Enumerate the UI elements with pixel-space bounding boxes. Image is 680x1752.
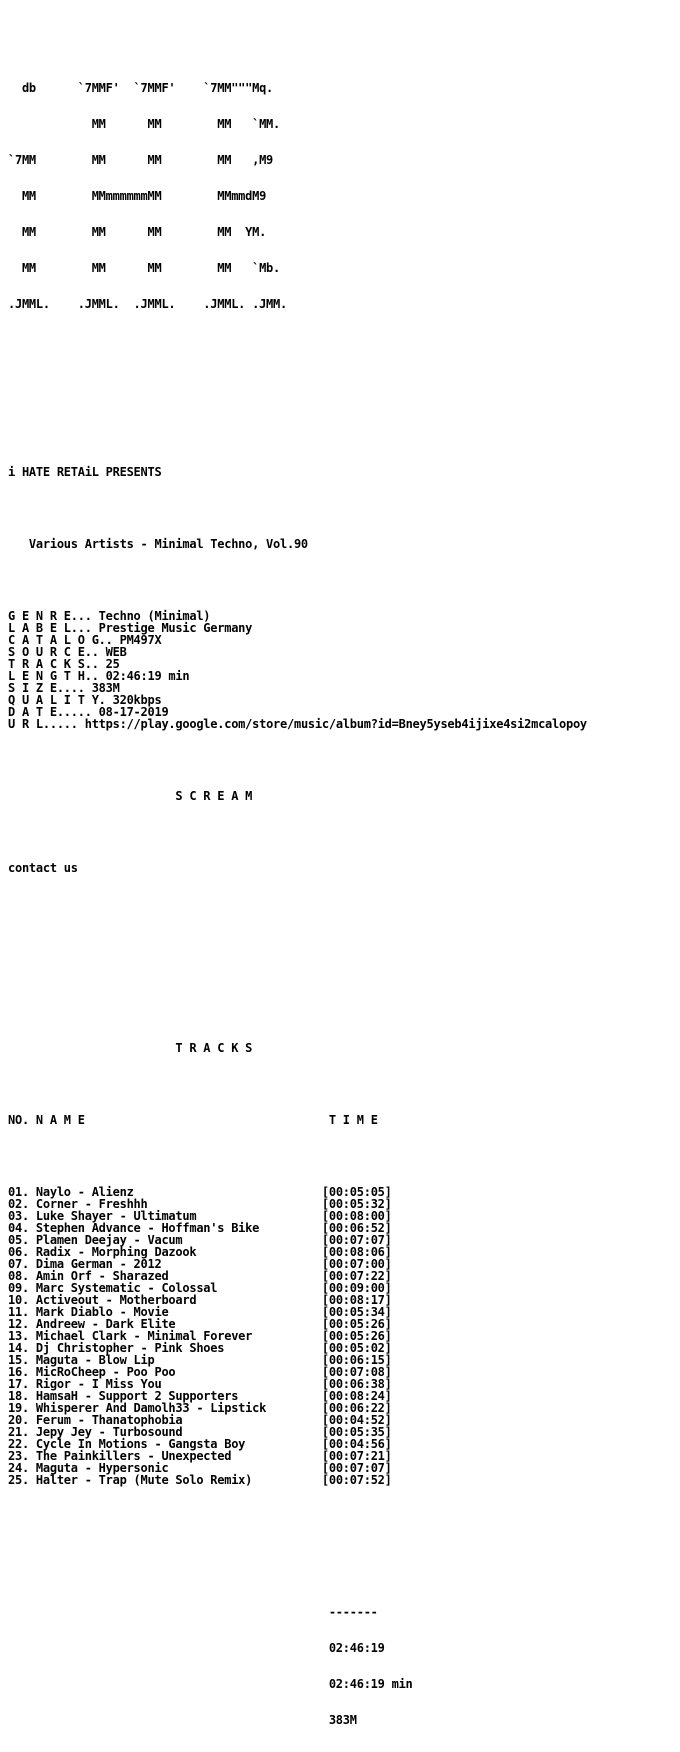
track-time: [00:05:32] [321,1197,392,1211]
track-name: Luke Shayer - Ultimatum [35,1209,322,1223]
track-time: [00:05:05] [321,1185,392,1199]
info-value: https://play.google.com/store/music/album?id=Bney5yseb4ijixe4si2mcalopoy [84,717,587,731]
track-number: 25. [8,1473,36,1487]
track-name: Corner - Freshhh [35,1197,322,1211]
info-value: Prestige Music Germany [98,621,253,635]
track-number: 19. [8,1401,36,1415]
track-name: Michael Clark - Minimal Forever [35,1329,322,1343]
track-name: Dj Christopher - Pink Shoes [35,1341,322,1355]
track-name: Whisperer And Damolh33 - Lipstick [35,1401,322,1415]
track-number: 09. [8,1281,36,1295]
track-number: 03. [8,1209,36,1223]
totals [8,1582,587,1750]
track-time: [00:04:52] [321,1413,392,1427]
track-number: 23. [8,1449,36,1463]
track-number: 12. [8,1317,36,1331]
info-value: 25 [105,657,120,671]
track-number: 06. [8,1245,36,1259]
track-time: [00:05:26] [321,1329,392,1343]
track-number: 10. [8,1293,36,1307]
track-name: Dima German - 2012 [35,1257,322,1271]
track-number: 24. [8,1461,36,1475]
track-number: 14. [8,1341,36,1355]
info-label: U R L..... [8,717,85,731]
track-name: Naylo - Alienz [35,1185,322,1199]
track-name: The Painkillers - Unexpected [35,1449,322,1463]
track-name: Maguta - Hypersonic [35,1461,322,1475]
info-value: 02:46:19 min [105,669,190,683]
track-name: Mark Diablo - Movie [35,1305,322,1319]
table-header [8,1114,587,1126]
track-time: [00:06:52] [321,1221,392,1235]
track-time: [00:06:15] [321,1353,392,1367]
logo-line: MM MM MM MM YM. [8,225,267,239]
info-label: L E N G T H.. [8,669,106,683]
track-time: [00:05:26] [321,1317,392,1331]
track-name: Maguta - Blow Lip [35,1353,322,1367]
logo-line: MM MM MM `MM. [8,117,281,131]
track-time: [00:05:35] [321,1425,392,1439]
track-time: [00:08:06] [321,1245,392,1259]
track-time: [00:08:00] [321,1209,392,1223]
track-time: [00:08:24] [321,1389,392,1403]
track-name: Amin Orf - Sharazed [35,1269,322,1283]
track-number: 16. [8,1365,36,1379]
track-time: [00:07:07] [321,1233,392,1247]
presents-line: i HATE RETAiL PRESENTS [8,465,162,479]
track-time: [00:07:08] [321,1365,392,1379]
release-info [8,610,587,730]
track-number: 17. [8,1377,36,1391]
track-time: [00:08:17] [321,1293,392,1307]
info-label: S O U R C E.. [8,645,106,659]
nfo-document [8,34,587,1752]
track-number: 02. [8,1197,36,1211]
header-time: T I M E [328,1113,378,1127]
totals-separator: ------- [8,1605,378,1619]
track-time: [00:07:00] [321,1257,392,1271]
logo-line: MM MM MM MM `Mb. [8,261,281,275]
header-name: N A M E [35,1113,329,1127]
track-name: Andreew - Dark Elite [35,1317,322,1331]
track-time: [00:04:56] [321,1437,392,1451]
ascii-logo [8,58,587,334]
track-number: 05. [8,1233,36,1247]
contact-link[interactable]: contact us [8,861,78,875]
track-name: Activeout - Motherboard [35,1293,322,1307]
release-title: Various Artists - Minimal Techno, Vol.90 [8,537,308,551]
scream-heading: S C R E A M [8,789,253,803]
track-name: Cycle In Motions - Gangsta Boy [35,1437,322,1451]
track-number: 04. [8,1221,36,1235]
info-row [8,718,587,730]
track-time: [00:07:21] [321,1449,392,1463]
track-time: [00:07:52] [321,1473,392,1487]
track-name: Stephen Advance - Hoffman's Bike [35,1221,322,1235]
track-name: Halter - Trap (Mute Solo Remix) [35,1473,322,1487]
total-length: 02:46:19 min [8,1677,413,1691]
track-time: [00:05:34] [321,1305,392,1319]
track-row [8,1474,587,1486]
track-name: Rigor - I Miss You [35,1377,322,1391]
track-number: 15. [8,1353,36,1367]
track-number: 08. [8,1269,36,1283]
info-label: T R A C K S.. [8,657,106,671]
total-size: 383M [8,1713,357,1727]
info-label: G E N R E... [8,609,99,623]
info-value: WEB [105,645,127,659]
track-time: [00:07:07] [321,1461,392,1475]
tracks-heading: T R A C K S [8,1041,253,1055]
info-value: Techno (Minimal) [98,609,211,623]
info-value: PM497X [119,633,162,647]
info-label: C A T A L O G.. [8,633,120,647]
info-value: 383M [91,681,120,695]
track-name: Plamen Deejay - Vacum [35,1233,322,1247]
logo-line: `7MM MM MM MM ,M9 [8,153,274,167]
track-number: 18. [8,1389,36,1403]
track-name: Marc Systematic - Colossal [35,1281,322,1295]
logo-line: MM MMmmmmmmMM MMmmdM9 [8,189,267,203]
logo-line: db `7MMF' `7MMF' `7MM"""Mq. [8,81,274,95]
track-name: Jepy Jey - Turbosound [35,1425,322,1439]
track-time: [00:07:22] [321,1269,392,1283]
track-number: 13. [8,1329,36,1343]
track-number: 11. [8,1305,36,1319]
track-number: 07. [8,1257,36,1271]
track-number: 20. [8,1413,36,1427]
track-time: [00:06:38] [321,1377,392,1391]
info-label: L A B E L... [8,621,99,635]
track-name: MicRoCheep - Poo Poo [35,1365,322,1379]
track-name: Ferum - Thanatophobia [35,1413,322,1427]
info-label: S I Z E.... [8,681,92,695]
track-number: 22. [8,1437,36,1451]
track-time: [00:09:00] [321,1281,392,1295]
logo-line: .JMML. .JMML. .JMML. .JMML. .JMM. [8,297,287,311]
track-name: HamsaH - Support 2 Supporters [35,1389,322,1403]
info-label: D A T E..... [8,705,99,719]
info-value: 320kbps [112,693,162,707]
track-time: [00:05:02] [321,1341,392,1355]
tracklist [8,1186,587,1486]
track-name: Radix - Morphing Dazook [35,1245,322,1259]
total-time: 02:46:19 [8,1641,385,1655]
track-time: [00:06:22] [321,1401,392,1415]
info-value: 08-17-2019 [98,705,169,719]
track-number: 21. [8,1425,36,1439]
info-label: Q U A L I T Y. [8,693,113,707]
track-number: 01. [8,1185,36,1199]
header-no: NO. [8,1113,36,1127]
